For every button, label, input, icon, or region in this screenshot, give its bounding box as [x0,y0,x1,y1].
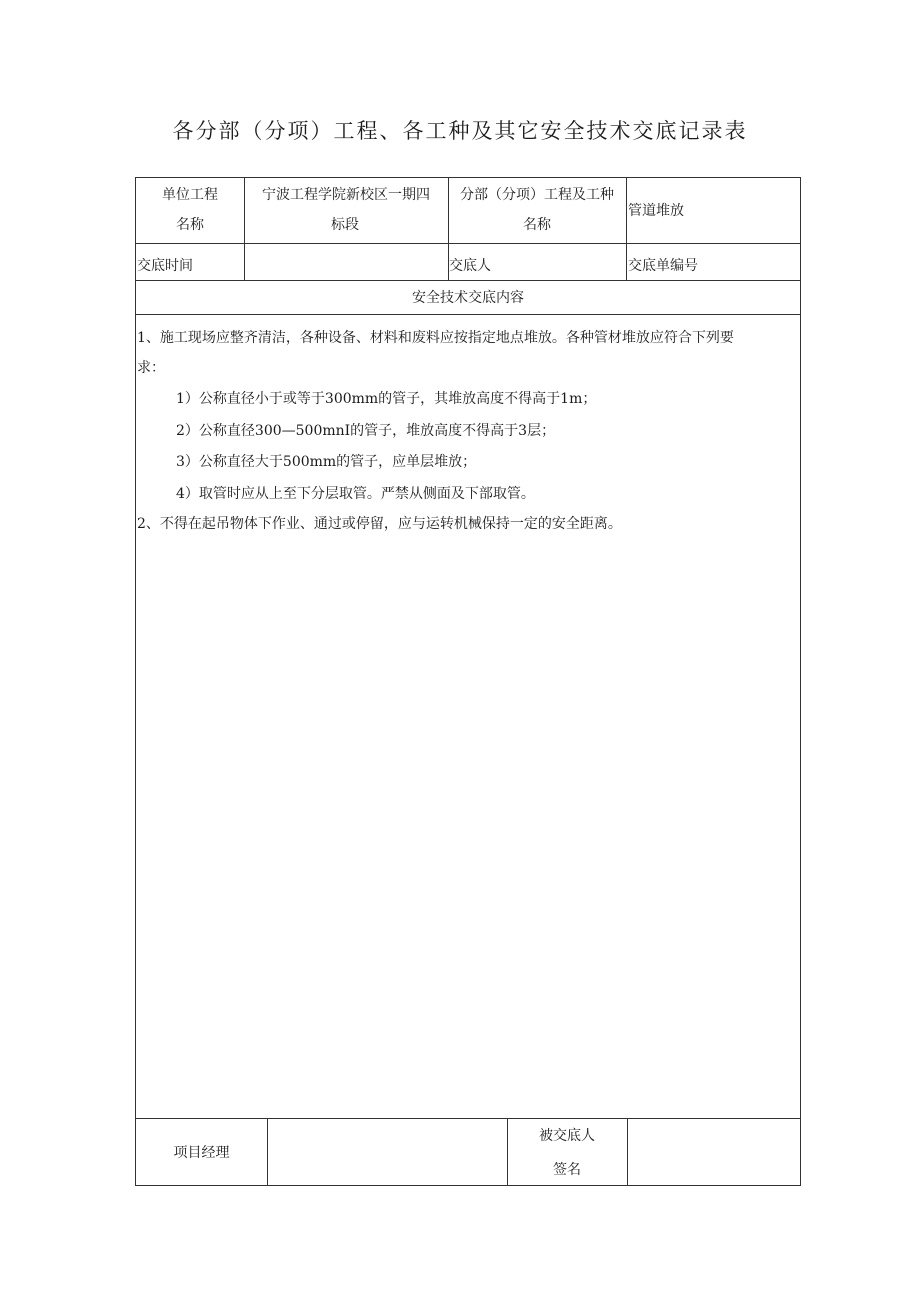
content-line: 2、不得在起吊物体下作业、通过或停留，应与运转机械保持一定的安全距离。 [137,516,622,532]
part-project-label [448,178,626,242]
column-divider [267,1118,268,1185]
content-line: 3）公称直径大于500mm的管子，应单层堆放； [176,454,477,470]
unit-project-value-line1: 宁波工程学院新校区一期四 [262,187,430,203]
document-title: 各分部（分项）工程、各工种及其它安全技术交底记录表 [172,119,748,143]
briefing-person-label: 交底人 [449,258,491,274]
project-manager-label: 项目经理 [173,1145,230,1161]
part-project-value: 管道堆放 [628,203,684,219]
column-divider [627,1118,628,1185]
unit-project-value [244,178,448,242]
row-divider [136,280,800,281]
receiver-label-line1: 被交底人 [539,1128,595,1144]
content-line: 4）取管时应从上至下分层取管。严禁从侧面及下部取管。 [176,486,535,502]
briefing-time-label: 交底时间 [137,258,193,274]
unit-project-value-line2: 标段 [331,217,359,233]
receiver-label-line2: 签名 [553,1162,581,1178]
part-project-label-line2: 名称 [523,217,551,233]
row-divider [136,314,800,315]
row-divider [136,243,800,244]
content-heading: 安全技术交底内容 [412,290,524,306]
briefing-number-label: 交底单编号 [628,258,698,274]
unit-project-label [136,178,244,242]
record-table [135,177,801,1186]
column-divider [626,178,627,280]
part-project-label-line1: 分部（分项）工程及工种 [460,187,614,203]
content-line: 1）公称直径小于或等于300mm的管子，其堆放高度不得高于1m； [176,391,597,407]
receiver-label [507,1119,627,1187]
content-line: 2）公称直径300—500mnI的管子，堆放高度不得高于3层； [176,423,556,439]
unit-project-label-line1: 单位工程 [162,187,218,203]
content-line: 求： [137,360,165,376]
row-divider [136,1118,800,1119]
content-line: 1、施工现场应整齐清洁，各种设备、材料和废料应按指定地点堆放。各种管材堆放应符合下列要 [137,330,734,346]
unit-project-label-line2: 名称 [176,217,204,233]
